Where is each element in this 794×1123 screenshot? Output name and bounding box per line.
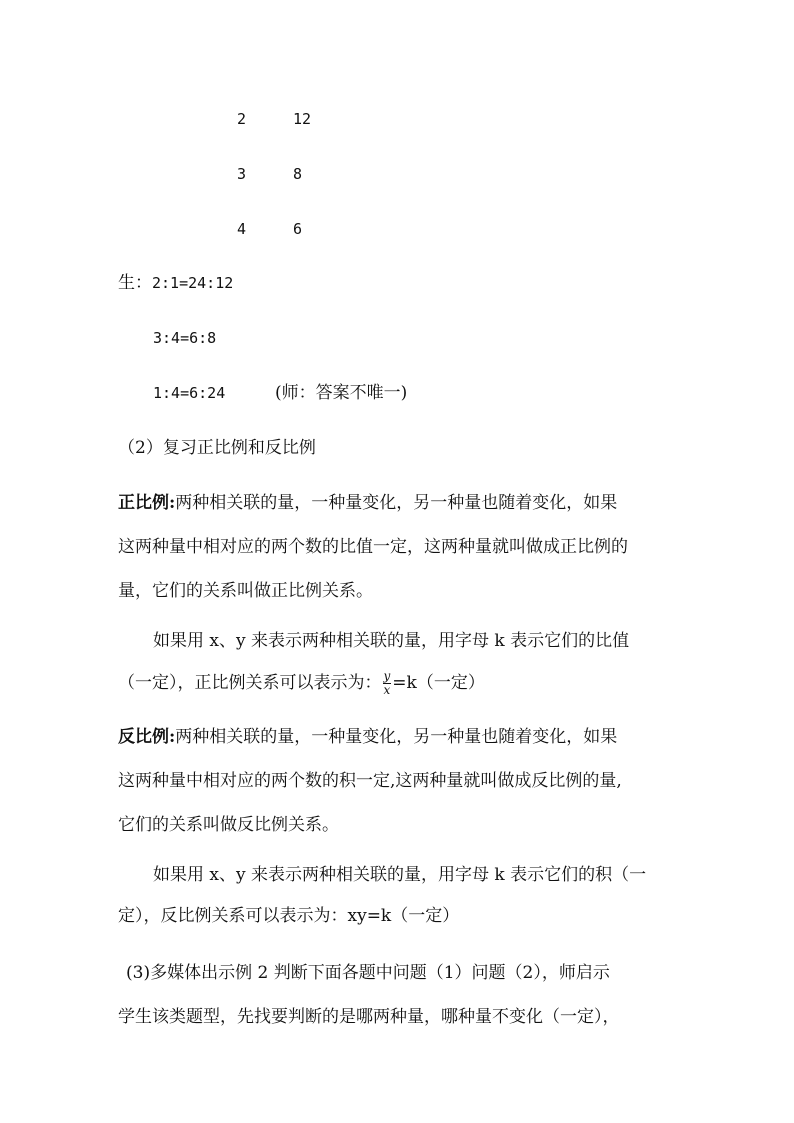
student-answer-line-1 xyxy=(118,272,233,294)
inverse-proportion-line-3: 它们的关系叫做反比例关系。 xyxy=(118,815,339,835)
table-row-2-col-1: 3 xyxy=(237,165,247,183)
inverse-proportion-text-1: 两种相关联的量，一种量变化，另一种量也随着变化，如果 xyxy=(175,727,618,747)
inverse-formula-intro-2: 定），反比例关系可以表示为：xy=k（一定） xyxy=(118,906,460,926)
fraction-y-over-x xyxy=(383,670,392,697)
direct-formula-tail: =k（一定） xyxy=(392,673,485,693)
direct-proportion-line-2: 这两种量中相对应的两个数的比值一定，这两种量就叫做成正比例的 xyxy=(118,537,628,557)
table-row-2-col-2: 8 xyxy=(293,165,303,183)
section-3-line-1: (3)多媒体出示例 2 判断下面各题中问题（1）问题（2），师启示 xyxy=(126,963,610,983)
direct-proportion-term: 正比例: xyxy=(118,493,176,513)
direct-proportion-line-3: 量，它们的关系叫做正比例关系。 xyxy=(118,581,373,601)
table-row-3-col-1: 4 xyxy=(237,220,247,238)
direct-formula-intro-2: （一定），正比例关系可以表示为： xyxy=(118,673,382,693)
inverse-proportion-term: 反比例: xyxy=(118,727,176,747)
inverse-proportion-line-1 xyxy=(118,726,617,748)
inverse-formula-intro-1: 如果用 x、y 来表示两种相关联的量，用字母 k 表示它们的积（一 xyxy=(153,865,647,885)
section-2-heading: （2）复习正比例和反比例 xyxy=(118,438,316,458)
table-row-3-col-2: 6 xyxy=(293,220,303,238)
direct-proportion-line-1 xyxy=(118,492,617,514)
teacher-note: (师：答案不唯一) xyxy=(275,383,408,403)
table-row-1-col-1: 2 xyxy=(237,110,247,128)
fraction-denominator: x xyxy=(383,683,391,697)
table-row-1-col-2: 12 xyxy=(293,110,312,128)
student-prefix: 生： xyxy=(118,273,152,293)
direct-formula-intro-1: 如果用 x、y 来表示两种相关联的量，用字母 k 表示它们的比值 xyxy=(153,631,630,651)
fraction-numerator: y xyxy=(383,669,391,683)
section-3-line-2: 学生该类题型，先找要判断的是哪两种量，哪种量不变化（一定）， xyxy=(118,1007,620,1027)
inverse-proportion-line-2: 这两种量中相对应的两个数的积一定,这两种量就叫做成反比例的量, xyxy=(118,771,622,791)
direct-proportion-text-1: 两种相关联的量，一种量变化，另一种量也随着变化，如果 xyxy=(175,493,618,513)
ratio-line-1: 2:1=24:12 xyxy=(152,274,234,292)
ratio-line-2: 3:4=6:8 xyxy=(153,329,217,347)
direct-formula-line xyxy=(118,670,485,697)
ratio-line-3: 1:4=6:24 xyxy=(153,384,226,402)
